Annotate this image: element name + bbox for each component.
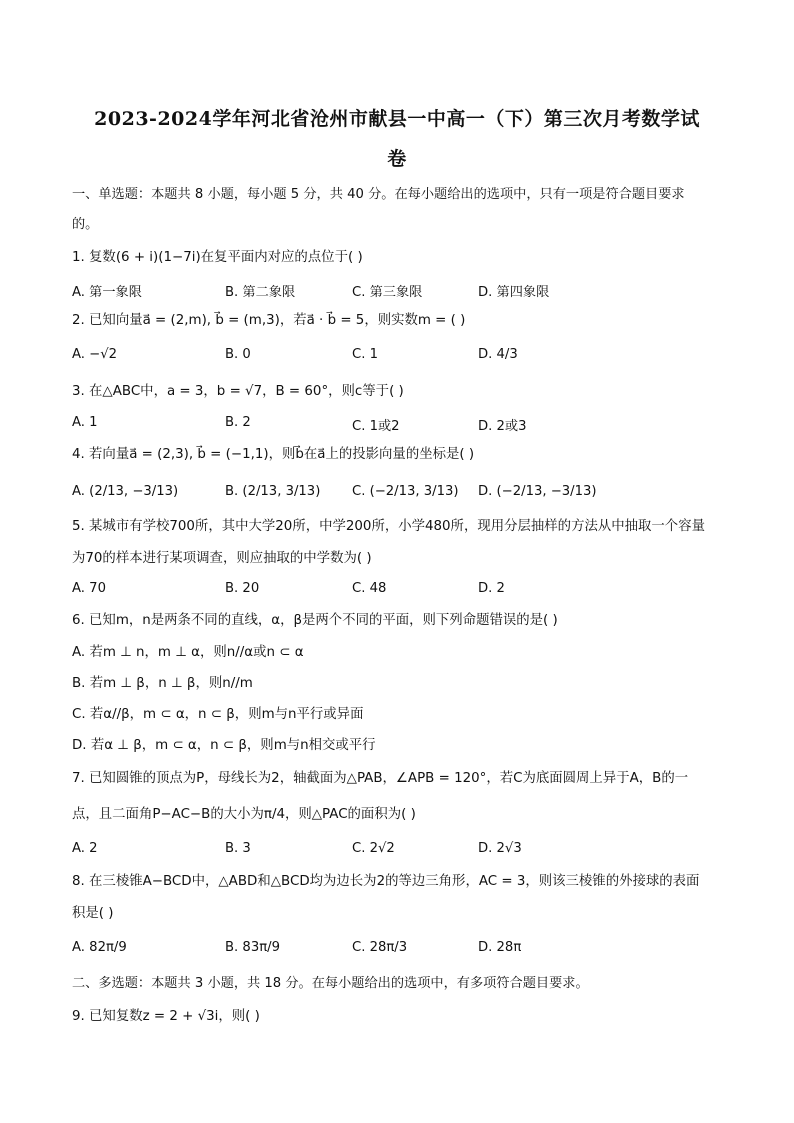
q2-option-b: B. 0 <box>225 347 251 362</box>
question-4-stem: 4. 若向量a⃗ = (2,3), b⃗ = (−1,1)，则b⃗在a⃗上的投影向量的坐标是( ) <box>72 447 475 462</box>
question-6-stem: 6. 已知m，n是两条不同的直线，α，β是两个不同的平面，则下列命题错误的是( ) <box>72 613 558 628</box>
exam-title-line1: 2023-2024学年河北省沧州市献县一中高一（下）第三次月考数学试 <box>94 108 700 130</box>
q3-option-d: D. 2或3 <box>478 419 527 434</box>
q8-option-b: B. 83π/9 <box>225 940 280 955</box>
question-7-stem-cont: 点，且二面角P−AC−B的大小为π/4，则△PAC的面积为( ) <box>72 807 416 822</box>
q3-option-a: A. 1 <box>72 415 98 430</box>
q7-option-b: B. 3 <box>225 841 251 856</box>
question-4-options <box>72 484 732 502</box>
q7-option-c: C. 2√2 <box>352 841 395 856</box>
question-1-stem: 1. 复数(6 + i)(1−7i)在复平面内对应的点位于( ) <box>72 250 363 265</box>
question-2-stem: 2. 已知向量a⃗ = (2,m), b⃗ = (m,3)，若a⃗ · b⃗ = 5，则实数m = ( ) <box>72 313 466 328</box>
question-8-options <box>72 940 732 958</box>
q3-option-c: C. 1或2 <box>352 419 400 434</box>
q6-option-c: C. 若α//β，m ⊂ α，n ⊂ β，则m与n平行或异面 <box>72 707 364 722</box>
section1-heading: 一、单选题：本题共 8 小题，每小题 5 分，共 40 分。在每小题给出的选项中，只有一项是符合题目要求 <box>72 187 685 202</box>
q1-option-b: B. 第二象限 <box>225 285 296 300</box>
q4-option-c: C. (−2/13, 3/13) <box>352 484 459 499</box>
question-5-stem: 5. 某城市有学校700所，其中大学20所，中学200所，小学480所，现用分层抽样的方法从中抽取一个容量 <box>72 519 705 534</box>
question-1-options <box>72 281 732 299</box>
q7-option-a: A. 2 <box>72 841 98 856</box>
q1-option-d: D. 第四象限 <box>478 285 550 300</box>
section1-heading-cont: 的。 <box>72 217 99 232</box>
q3-option-b: B. 2 <box>225 415 251 430</box>
q4-option-d: D. (−2/13, −3/13) <box>478 484 597 499</box>
q8-option-d: D. 28π <box>478 940 522 955</box>
question-8-stem: 8. 在三棱锥A−BCD中，△ABD和△BCD均为边长为2的等边三角形，AC = 3，则该三棱锥的外接球的表面 <box>72 874 700 889</box>
question-3-options <box>72 415 732 433</box>
question-2-options <box>72 347 732 365</box>
question-5-options <box>72 581 732 599</box>
q5-option-c: C. 48 <box>352 581 387 596</box>
section2-heading: 二、多选题：本题共 3 小题，共 18 分。在每小题给出的选项中，有多项符合题目要求。 <box>72 976 589 991</box>
exam-title-line2: 卷 <box>387 148 407 170</box>
question-9-stem: 9. 已知复数z = 2 + √3i，则( ) <box>72 1009 260 1024</box>
q5-option-b: B. 20 <box>225 581 260 596</box>
q1-option-a: A. 第一象限 <box>72 285 142 300</box>
q8-option-c: C. 28π/3 <box>352 940 408 955</box>
question-7-stem: 7. 已知圆锥的顶点为P，母线长为2，轴截面为△PAB，∠APB = 120°，若C为底面圆周上异于A，B的一 <box>72 771 689 786</box>
question-3-stem: 3. 在△ABC中，a = 3，b = √7，B = 60°，则c等于( ) <box>72 384 404 399</box>
q4-option-b: B. (2/13, 3/13) <box>225 484 321 499</box>
q8-option-a: A. 82π/9 <box>72 940 127 955</box>
q2-option-c: C. 1 <box>352 347 378 362</box>
question-5-stem-cont: 为70的样本进行某项调查，则应抽取的中学数为( ) <box>72 551 372 566</box>
q2-option-d: D. 4/3 <box>478 347 518 362</box>
q6-option-b: B. 若m ⊥ β，n ⊥ β，则n//m <box>72 676 253 691</box>
q4-option-a: A. (2/13, −3/13) <box>72 484 179 499</box>
q6-option-a: A. 若m ⊥ n，m ⊥ α，则n//α或n ⊂ α <box>72 645 304 660</box>
q7-option-d: D. 2√3 <box>478 841 522 856</box>
question-8-stem-cont: 积是( ) <box>72 906 114 921</box>
q1-option-c: C. 第三象限 <box>352 285 423 300</box>
question-7-options <box>72 841 732 859</box>
q2-option-a: A. −√2 <box>72 347 118 362</box>
q6-option-d: D. 若α ⊥ β，m ⊂ α，n ⊂ β，则m与n相交或平行 <box>72 738 376 753</box>
q5-option-a: A. 70 <box>72 581 106 596</box>
q5-option-d: D. 2 <box>478 581 505 596</box>
